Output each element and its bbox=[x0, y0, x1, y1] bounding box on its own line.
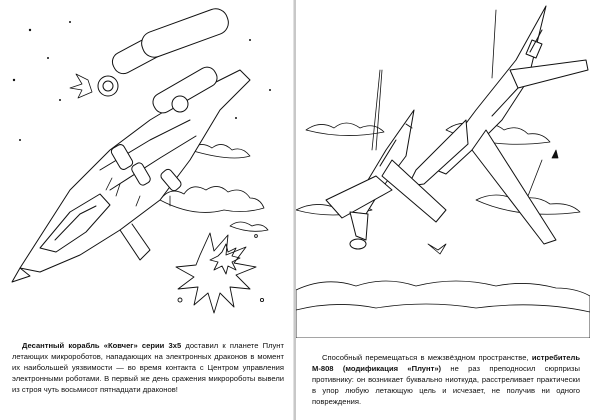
landing-ship-illustration bbox=[0, 0, 294, 338]
left-caption-title: Десантный корабль «Ковчег» серии 3х5 bbox=[22, 341, 182, 350]
right-caption-lead: Способный перемещаться в межзвёздном пространстве, bbox=[322, 353, 529, 362]
right-caption-text: не раз преподносил сюрпризы противнику: он возникает буквально ниоткуда, расстреливает практически в упор любую летающую цель и исчезает, не получив ни одного повреждения. bbox=[312, 364, 580, 406]
distant-craft bbox=[428, 244, 446, 254]
left-page bbox=[0, 0, 294, 420]
left-caption-text: доставил к планете Плунт летающих микророботов, нападающих на электронных драконов в момент их наибольшей уязвимости — во время контакта с Центром управления электронными роботами. В первый же день сражения микророботы вывели из строя чуть восьмисот пятнадцати драконов! bbox=[12, 341, 284, 394]
right-page bbox=[296, 0, 590, 420]
explosion bbox=[176, 233, 264, 313]
left-caption bbox=[12, 340, 284, 395]
right-caption-title: истребитель М-808 (модификация «Плунт») bbox=[312, 353, 580, 373]
fighter-jets-illustration bbox=[296, 0, 590, 338]
right-caption bbox=[312, 352, 580, 407]
